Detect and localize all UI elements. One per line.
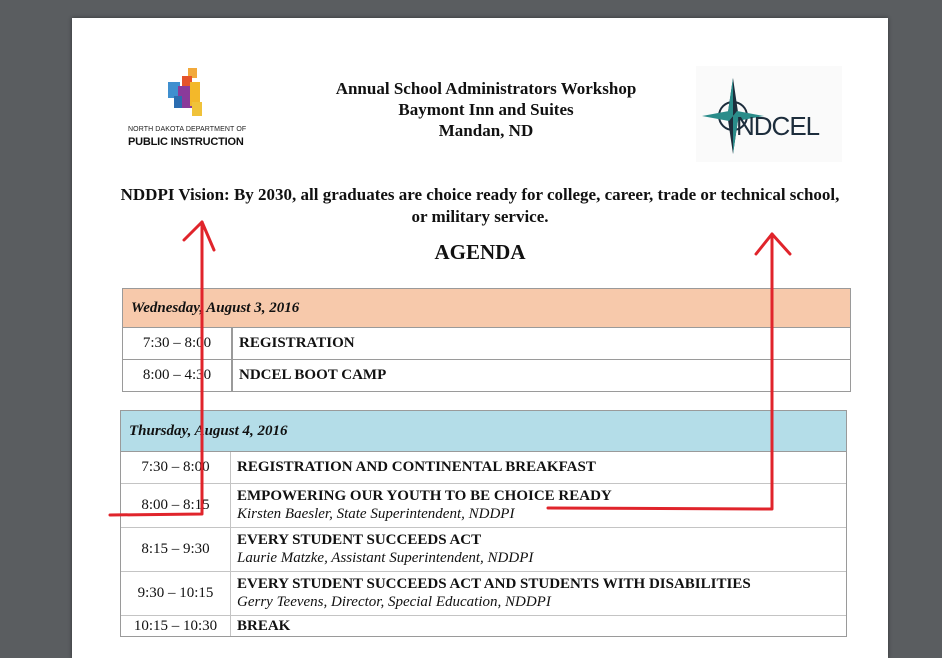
day-header: Wednesday, August 3, 2016 [123,289,850,328]
document-page [72,18,888,658]
session-time: 7:30 – 8:00 [123,328,233,359]
session-speaker: Laurie Matzke, Assistant Superintendent, NDDPI [237,550,534,566]
session-details [231,572,846,615]
session-title: REGISTRATION AND CONTINENTAL BREAKFAST [237,459,596,475]
session-title: NDCEL BOOT CAMP [239,367,387,383]
session-details [231,528,846,571]
workshop-header [272,78,700,141]
nddpi-logo [128,68,258,152]
session-time: 8:00 – 8:15 [121,484,231,527]
session-title: REGISTRATION [239,335,355,351]
session-title: EVERY STUDENT SUCCEEDS ACT [237,532,482,548]
venue-name: Baymont Inn and Suites [398,100,574,119]
agenda-table-wednesday [122,288,851,392]
workshop-title: Annual School Administrators Workshop [335,79,637,98]
session-title: EMPOWERING OUR YOUTH TO BE CHOICE READY [237,488,612,504]
nddpi-logo-line2: PUBLIC INSTRUCTION [128,136,244,148]
table-row [121,484,846,528]
session-time: 8:15 – 9:30 [121,528,231,571]
session-speaker: Gerry Teevens, Director, Special Education, NDDPI [237,594,551,610]
session-time: 9:30 – 10:15 [121,572,231,615]
vision-statement: NDDPI Vision: By 2030, all graduates are choice ready for college, career, trade or technical school, or military service. [120,185,840,226]
session-speaker: Kirsten Baesler, State Superintendent, NDDPI [237,506,515,522]
session-time: 7:30 – 8:00 [121,452,231,483]
table-row [121,452,846,484]
ndcel-logo-text: NDCEL [736,111,820,141]
nddpi-logo-mark [164,68,212,120]
session-title: BREAK [237,618,291,634]
venue-location: Mandan, ND [438,121,534,140]
session-details [231,484,846,527]
session-time: 8:00 – 4:30 [123,360,233,391]
ndcel-logo [696,66,842,162]
day-header: Thursday, August 4, 2016 [121,411,846,452]
agenda-table-thursday [120,410,847,637]
session-title: EVERY STUDENT SUCCEEDS ACT AND STUDENTS WITH DISABILITIES [237,576,751,592]
table-row [121,616,846,636]
table-row [121,572,846,616]
table-row [121,528,846,572]
agenda-title: AGENDA [434,240,526,264]
nddpi-logo-line1: NORTH DAKOTA DEPARTMENT OF [128,126,247,133]
session-time: 10:15 – 10:30 [121,616,231,636]
table-row [123,360,850,391]
table-row [123,328,850,360]
